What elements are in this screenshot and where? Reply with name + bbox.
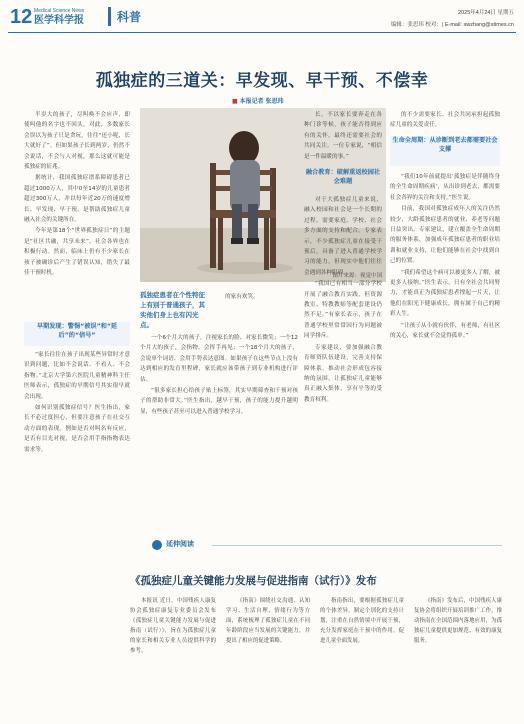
paragraph: “很多家长担心给孩子贴上标签，其实早期筛查和干预对孩子的帮助非常大。”医生指出，越早干预，孩子的能力提升越明显，有些孩子甚至可以进入普通学校学习。 [140,388,298,415]
extended-column-1 [130,596,216,714]
section-tag [108,7,154,26]
article-column-4-cont [390,172,500,532]
paragraph: 如何识别孤独症信号？医生指出，家长不必过度担心，但要注意孩子在社交互动方面的表现。例如是否对叫名有反应，是否有目光对视，是否会用手指指物表达需求等。 [24,405,130,453]
paragraph: 对于大孤独症儿童来说，融入校园和社会是一个长期的过程，需要家庭、学校、社会多方面的支持和配合。专家表示，不少孤独症儿童在接受干预后，具备了进入普通学校学习的能力，但现实中他们往往会遇到各种阻碍。 [304,197,382,276]
extended-title: 《孤独症儿童关键能力发展与促进指南（试行）》发布 [130,575,377,587]
paragraph: “我国已有相当一部分学校开展了融合教育实践，但资源教室、特教教师等配套建设仍然不足。”有家长表示，孩子在普通学校里常常因行为问题被同学排斥。 [304,281,382,340]
article-column-4 [390,110,500,134]
article-title: 孤独症的三道关：早发现、早干预、不偿幸 [95,71,429,91]
paragraph: 指南指出，要根据孤独症儿童的个体差异，制定个别化的支持计划，注重在自然情境中开展干预，充分发挥家庭在干预中的作用，促进儿童全面发展。 [320,598,404,644]
paragraph: “家长往往在孩子出现某些异常时才意识到问题，比如不会说话、不看人、不会指物。”北京大学第六医院儿童精神科主任医师表示，孤独症的早期信号其实很早就会出现。 [24,352,130,400]
paragraph: “让孩子从小就有伙伴，有老师，有社区的关心，家长就不会觉得孤单。” [390,322,500,340]
header-divider [8,32,516,33]
brand-english: Medical Science News [34,8,85,14]
byline [232,96,284,105]
editor-info: 编辑：张思玮 校对：| E-mail: swzhang@stimes.cn [390,22,514,28]
subheading-lifecycle: 生命全周期：从诊断到老去都需要社会支撑 [390,136,500,166]
page-header [0,0,524,46]
paragraph: 《指南》发布后，中国残疾人康复协会将组织开展培训推广工作，推动指南在全国范围内落地应用，为孤独症儿童提供更加规范、有效的康复服务。 [414,598,502,644]
article-column-3 [304,110,382,165]
subheading-inclusive-education: 融合教育：破解重返校园社会难题 [305,169,381,185]
paragraph: 据统计，我国孤独症谱系障碍患者已超过1000万人，其中0至14岁的儿童患者超过300万人，并以每年近20万的速度增长。早发现、早干预，是帮助孤独症儿童融入社会的关键所在。 [24,175,130,224]
extended-reading-bar [152,538,502,552]
paragraph: 长，不以家长要奔走在各种门诊等候，孩子能否得到应有的关怀，最终还需要社会的共同关注。一位专家说，“相信是一件温暖的事。” [304,112,382,160]
paragraph: 本报讯 近日，中国残疾人康复协会孤独症康复专业委员会发布《孤独症儿童关键能力发展与促进指南（试行）》，旨在为孤独症儿童的家长和相关专业人员提供科学的参考。 [130,598,216,654]
issue-date: 2025年4月24日 星期五 [458,10,514,16]
extended-column-4 [414,596,502,714]
article-column-2-top [214,292,298,322]
paragraph: 的家有欢笑。 [225,294,259,300]
subheading-early-detection: 早期发现：警惕“被误”和“延后”的“信号” [24,322,130,346]
paragraph: 专家建议，要加强融合教育师资队伍建设，完善支持保障体系，推动社会形成包容接纳的氛围，让孤独症儿童能够真正融入集体，享有平等的受教育权利。 [304,344,382,403]
photo-caption: 图片来源：视觉中国 [332,273,382,279]
paragraph: 一个6个月大的孩子，注视家长的脸、对家长微笑；一个12个月大的孩子，会指物、会挥手再见；一个18个月大的孩子，会说单个词语、会用手势表达意图。如果孩子在这些节点上没有达到相应的发育里程碑，家长就应该带孩子到专业机构进行评估。 [140,335,298,383]
paragraph: 半岁大的孩子，尽叫唤不会应声，即使叫他的名字也不回头，对此，多数家长会误以为孩子只是贪玩，往往“还小呢，长大就好了”。但如果孩子长到两岁，仍然不会说话，不会与人对视，那么这就可能是孤独症的征兆。 [24,112,130,171]
paragraph: “我们希望这个病可以被更多人了解，被更多人接纳。”医生表示，只有全社会共同努力，才能真正为孤独症患者撑起一片天，让他们在阳光下健康成长，拥有属于自己的精彩人生。 [390,269,500,318]
paragraph: 《指南》围绕社交沟通、认知学习、生活自理、情绪行为等方面，系统梳理了孤独症儿童在不同年龄阶段应当发展的关键能力，并提出了相应的促进策略。 [226,598,310,644]
byline-author: 本报记者 张思玮 [239,98,284,105]
extended-column-2 [226,596,310,714]
article-column-2 [140,333,298,533]
circle-icon [152,540,162,550]
newspaper-brand [34,8,108,27]
paragraph: “我们10年前就提出‘孤独症是伴随终身的全生命周期疾病’，从出诊到老去，都需要社会各界的关注和支持。”医生说。 [390,174,500,201]
extended-column-3 [320,596,404,714]
article-column-3-cont [304,195,382,532]
extended-reading-label: 延伸阅读 [166,540,194,548]
byline-marker: ■ [232,98,238,105]
article-column-1-cont [24,350,130,710]
extended-reading-rule [212,545,502,546]
section-label: 科普 [117,10,142,24]
pull-quote: 孤独症患者在个性特征上有别于普通孩子，其实他们身上也有闪光点。 [140,291,205,329]
brand-name: 医学科学报 [34,15,84,26]
paragraph: 目前，我国对孤独症成年人的关注仍然较少，大龄孤独症患者的就业、养老等问题日益突出。专家建议，建立覆盖全生命周期的服务体系，加强成年孤独症患者的职业培训和就业支持，让他们能够在社会中找到自己的位置。 [390,206,500,265]
page-number: 12 [10,6,33,28]
paragraph: 今年是第18个“世界孤独症日”的主题是“社区共融，共享未来”，社会各界也在积极行动。然而，临床上仍有不少家长在孩子被确诊后产生了错误认知，错失了最佳干预时机。 [24,228,130,277]
paragraph: 的不少需要家长、社会共同承担起孤独症儿童的关爱责任。 [390,112,500,129]
